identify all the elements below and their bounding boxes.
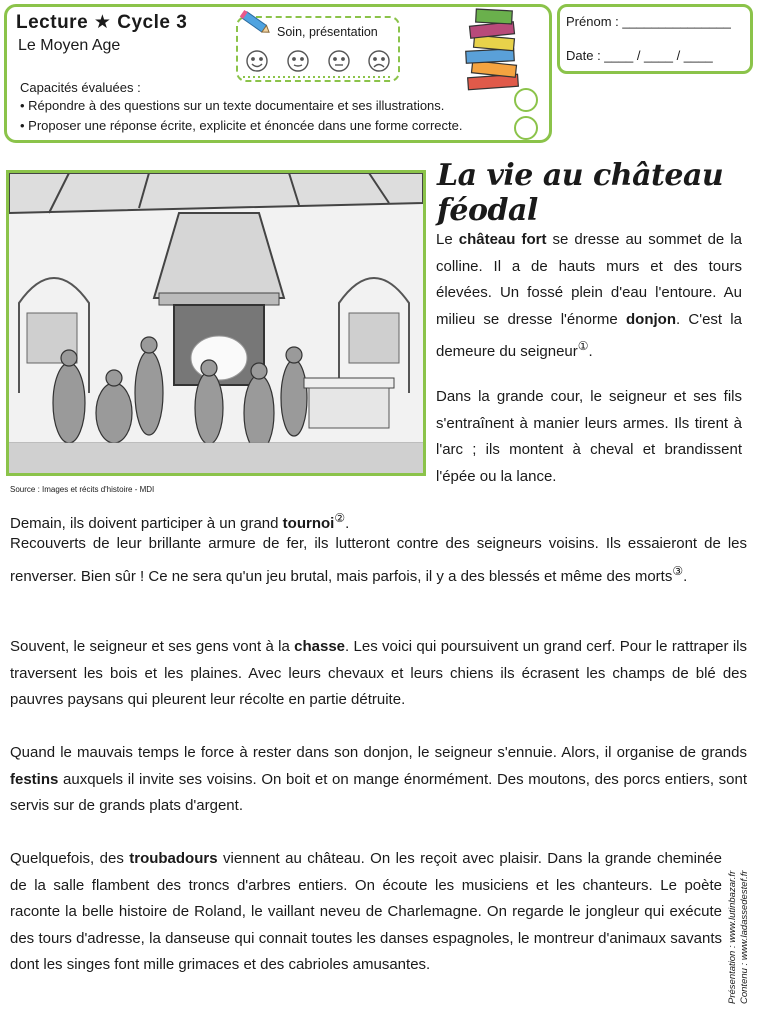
footnote-ref-1: ① [577, 339, 589, 353]
paragraph-armure: Recouverts de leur brillante armure de fer, ils lutteront contre des seigneurs voisins. Ils essaieront de les renverser. Bien sûr ! Ce ne sera qu'un jeu brutal, mais parfois, il y a des blessés et même des morts③. [10, 535, 747, 585]
page-header-subtitle: Le Moyen Age [18, 37, 121, 54]
capacite-item-1: • Répondre à des questions sur un texte documentaire et ses illustrations. [20, 98, 445, 113]
pencil-icon [239, 8, 273, 38]
smiley-faces-icon [243, 47, 393, 79]
paragraph-chateau: Le château fort se dresse au sommet de la colline. Il a de hauts murs et des tours élevées. Un fossé plein d'eau l'entoure. Au milieu se dresse l'énorme donjon. C'est la demeure du seigneur①. [436, 231, 742, 360]
prenom-field[interactable]: Prénom : _______________ [566, 14, 731, 29]
capacite-item-2: • Proposer une réponse écrite, explicite et énoncée dans une forme correcte. [20, 118, 463, 133]
evaluation-circle-2[interactable] [514, 116, 538, 140]
soin-label: Soin, présentation [277, 25, 378, 39]
books-stack-icon [460, 6, 524, 92]
page-header-title: Lecture ★ Cycle 3 [16, 12, 188, 33]
date-field[interactable]: Date : ____ / ____ / ____ [566, 48, 713, 63]
paragraph-tournoi: Demain, ils doivent participer à un grand tournoi②. [10, 511, 350, 532]
footnote-ref-2: ② [334, 511, 346, 525]
credits [727, 870, 751, 1004]
credit-presentation[interactable]: Présentation : www.lutinbazar.fr [727, 870, 738, 1004]
credit-contenu[interactable]: Contenu : www.ladassedestef.fr [739, 870, 750, 1004]
footnote-ref-3: ③ [672, 563, 684, 578]
capacites-heading: Capacités évaluées : [20, 80, 141, 95]
page-title: La vie au château féodal [437, 158, 724, 228]
image-source: Source : Images et récits d'histoire - MDI [10, 485, 155, 494]
illustration-drawing [9, 173, 423, 473]
paragraph-cour: Dans la grande cour, le seigneur et ses fils s'entraînent à manier leurs armes. Ils tirent à l'arc ; ils montent à cheval et brandissent l'épée ou la lance. [436, 388, 742, 485]
paragraph-festins: Quand le mauvais temps le force à rester dans son donjon, le seigneur s'ennuie. Alors, il organise de grands festins auxquels il invite ses voisins. On boit et on mange énormément. Des moutons, des porcs entiers, sont servis sur de grands plats d'argent. [10, 744, 747, 814]
castle-hall-illustration [6, 170, 426, 476]
paragraph-chasse: Souvent, le seigneur et ses gens vont à la chasse. Les voici qui poursuivent un grand cerf. Pour le rattraper ils traversent les bois et les plaines. Avec leurs chevaux et leurs chiens ils écrasent les champs de blé des pauvres paysans qui pleurent leur récolte en partie détruite. [10, 638, 747, 708]
paragraph-troubadours: Quelquefois, des troubadours viennent au château. On les reçoit avec plaisir. Dans la grande cheminée de la salle flambent des troncs d'arbres entiers. On écoute les musiciens et les chanteurs. Le poète raconte la belle histoire de Roland, le vaillant neveu de Charlemagne. On regarde le jongleur qui exécute des tours d'adresse, la danseuse qui connait toutes les danses espagnoles, le montreur d'animaux savants dont les singes font mille grimaces et des cabrioles amusantes. [10, 850, 722, 973]
